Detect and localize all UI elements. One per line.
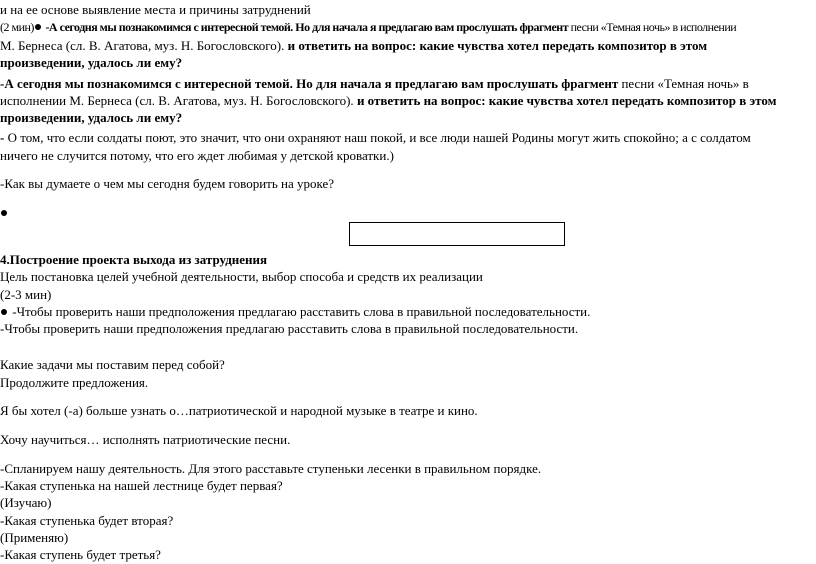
step2-answer: (Применяю) [0,530,69,545]
learn-sentence: Хочу научиться… исполнять патриотические песни. [0,432,291,447]
p2-bold: -А сегодня мы познакомимся с интересной темой. Но для начала я предлагаю вам прослушать фрагмент [0,76,619,91]
performer-text: М. Бернеса (сл. В. Агатова, муз. Н. Богословского). [0,38,285,53]
step1-answer: (Изучаю) [0,495,52,510]
p2-question-end: произведении, удалось ли ему? [0,110,183,125]
answer-text: О том, что если солдаты поют, это значит, что они охраняют наш покой, и все люди нашей Родины могут жить спокойно; а с солдатом [4,130,751,145]
step2-question: -Какая ступенька будет вторая? [0,513,174,528]
p2-performer: исполнении М. Бернеса (сл. В. Агатова, муз. Н. Богословского). [0,93,354,108]
question-bold: и ответить на вопрос: какие чувства хотел передать композитор в этом [284,38,708,53]
paragraph-2-line-3 [0,109,182,126]
bold-intro: -А сегодня мы познакомимся с интересной темой. Но для начала я предлагаю вам прослушать фрагмент [42,20,569,34]
section-heading: 4.Построение проекта выхода из затруднения [0,252,268,267]
time-label: (2 мин) [0,20,34,34]
continue-prompt: Продолжите предложения. [0,375,149,390]
answer-line-2 [0,147,394,164]
tasks-question: Какие задачи мы поставим перед собой? [0,357,225,372]
goal-line: Цель постановка целей учебной деятельности, выбор способа и средств их реализации [0,269,483,284]
plan-line: -Спланируем нашу деятельность. Для этого расставьте ступеньки лесенки в правильном порядке. [0,461,542,476]
p2-song: песни «Темная ночь» в [618,76,749,91]
check-line-2: -Чтобы проверить наши предположения предлагаю расставить слова в правильной последовательности. [0,321,579,336]
question-end: произведении, удалось ли ему? [0,55,183,70]
want-sentence: Я бы хотел (-а) больше узнать о…патриотической и народной музыке в театре и кино. [0,403,478,418]
song-ref: песни «Темная ночь» в исполнении [568,20,737,34]
bullet-icon [1,309,7,315]
bullet-icon [1,210,7,216]
condensed-line-3 [0,54,182,71]
step1-question: -Какая ступенька на нашей лестнице будет первая? [0,478,283,493]
answer-text-end: ничего не случится потому, что его ждет любимая у детской кроватки.) [0,148,394,163]
paragraph-2-line-2 [0,92,776,109]
question-lesson: -Как вы думаете о чем мы сегодня будем говорить на уроке? [0,176,335,191]
paragraph-2-line-1 [0,75,749,92]
condensed-line-2 [0,37,707,54]
step3-question: -Какая ступень будет третья? [0,547,161,562]
intro-line [0,1,311,18]
bullet-icon [35,24,41,30]
answer-box [349,222,565,246]
empty-bullet [0,204,9,221]
time-line: (2-3 мин) [0,287,52,302]
p2-question: и ответить на вопрос: какие чувства хотел передать композитор в этом [353,93,777,108]
answer-dash: - [0,130,5,145]
condensed-line-1 [0,19,736,36]
intro-text: и на ее основе выявление места и причины затруднений [0,2,311,17]
check-line-1: -Чтобы проверить наши предположения предлагаю расставить слова в правильной последовательности. [0,303,590,320]
answer-line-1 [0,129,751,146]
